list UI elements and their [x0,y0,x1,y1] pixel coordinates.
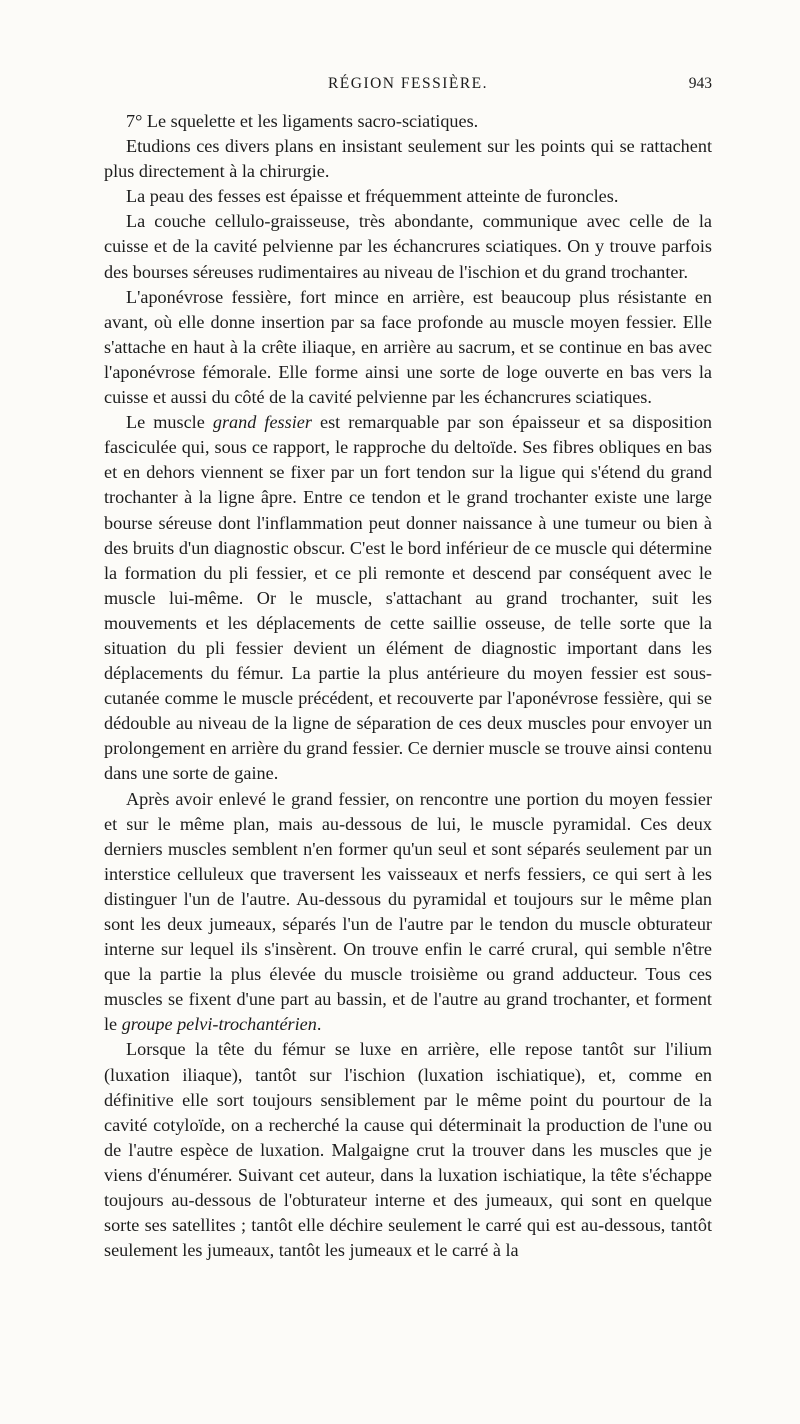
paragraph [104,109,712,134]
text-run: La peau des fesses est épaisse et fréquemment atteinte de furoncles. [126,186,619,207]
text-run: Etudions ces divers plans en insistant seulement sur les points qui se rattachent plus directement à la chirurgie. [104,136,712,182]
text-run: Le muscle [126,412,213,433]
italic-term: groupe pelvi-trochantérien [121,1014,317,1035]
paragraph [104,787,712,1038]
text-run: L'aponévrose fessière, fort mince en arrière, est beaucoup plus résistante en avant, où elle donne insertion par sa face profonde au muscle moyen fessier. Elle s'attache en haut à la crête iliaque, en arrière au sacrum, et se continue en bas avec l'aponévrose fémorale. Elle forme ainsi une sorte de loge ouverte en bas vers la cuisse et aussi du côté de la cavité pelvienne par les échancrures sciatiques. [104,286,712,408]
paragraph [104,410,712,786]
book-page [0,75,800,1424]
paragraph [104,285,712,410]
page-number: 943 [688,75,712,92]
body-text [104,109,712,1263]
running-head: RÉGION FESSIÈRE. [327,75,489,92]
page-header [104,75,712,105]
text-run: 7° Le squelette et les ligaments sacro-sciatiques. [126,111,479,131]
text-run: Après avoir enlevé le grand fessier, on rencontre une portion du moyen fessier et sur le même plan, mais au-dessous de lui, le muscle pyramidal. Ces deux derniers muscles semblent n'en former qu'un seul et sont séparés seulement par un interstice celluleux que traversent les vaisseaux et nerfs fessiers, ce qui sert à les distinguer l'un de l'autre. Au-dessous du pyramidal et toujours sur le même plan sont les deux jumeaux, séparés l'un de l'autre par le tendon du muscle obturateur interne sur lequel ils s'insèrent. On trouve enfin le carré crural, qui semble n'être que la partie la plus élevée du muscle troisième ou grand adducteur. Tous ces muscles se fixent d'une part au bassin, et de l'autre au grand trochanter, et forment le [104,788,712,1035]
paragraph [104,184,712,209]
text-run: La couche cellulo-graisseuse, très abondante, communique avec celle de la cuisse et de la cavité pelvienne par les échancrures sciatiques. On y trouve parfois des bourses séreuses rudimentaires au niveau de l'ischion et du grand trochanter. [104,211,712,282]
text-run: . [316,1014,322,1035]
italic-term: grand fessier [212,412,312,433]
text-run: est remarquable par son épaisseur et sa disposition fasciculée qui, sous ce rapport, le rapproche du deltoïde. Ses fibres obliques en bas et en dehors viennent se fixer par un fort tendon sur la ligue qui s'étend du grand trochanter à la ligne âpre. Entre ce tendon et le grand trochanter existe une large bourse séreuse dont l'inflammation peut donner naissance à une tumeur ou bien à des bruits d'un diagnostic obscur. C'est le bord inférieur de ce muscle qui détermine la formation du pli fessier, et ce pli remonte et descend par conséquent avec le muscle lui-même. Or le muscle, s'attachant au grand trochanter, suit les mouvements et les déplacements de cette saillie osseuse, de telle sorte que la situation du pli fessier devient un élément de diagnostic important dans les déplacements du fémur. La partie la plus antérieure du moyen fessier est sous-cutanée comme le muscle précédent, et recouverte par l'aponévrose fessière, qui se dédouble au niveau de la ligne de séparation de ces deux muscles pour envoyer un prolongement en arrière du grand fessier. Ce dernier muscle se trouve ainsi contenu dans une sorte de gaine. [104,412,713,784]
paragraph [104,134,712,184]
text-run: Lorsque la tête du fémur se luxe en arrière, elle repose tantôt sur l'ilium (luxation iliaque), tantôt sur l'ischion (luxation ischiatique), et, comme en définitive elle sort toujours sensiblement par le même point du pourtour de la cavité cotyloïde, on a recherché la cause qui déterminait la production de l'une ou de l'autre espèce de luxation. Malgaigne crut la trouver dans les muscles que je viens d'énumérer. Suivant cet auteur, dans la luxation ischiatique, la tête s'échappe toujours au-dessous de l'obturateur interne et des jumeaux, qui sont en quelque sorte ses satellites ; tantôt elle déchire seulement le carré qui est au-dessous, tantôt seulement les jumeaux, tantôt les jumeaux et le carré à la [104,1039,712,1261]
paragraph [104,1037,712,1263]
paragraph [104,209,712,284]
